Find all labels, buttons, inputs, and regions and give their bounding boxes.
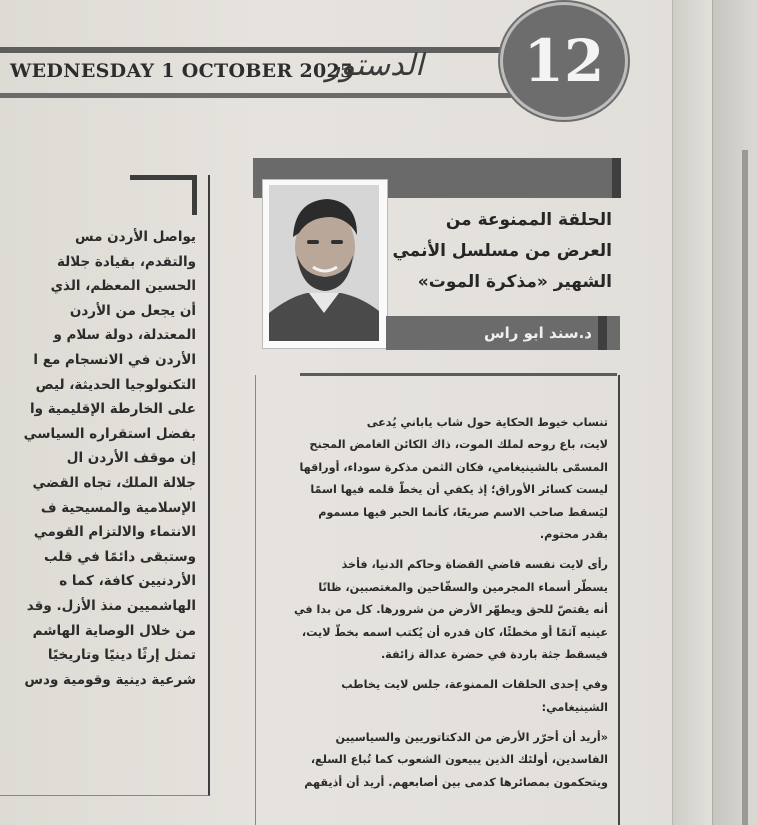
masthead-top-rule	[0, 47, 545, 53]
side-line: الهاشميين منذ الأزل. وقد	[26, 597, 196, 614]
article-body	[268, 412, 608, 794]
body-line: بقدر محتوم.	[539, 527, 608, 541]
side-line: والتقدم، بقيادة جلالة	[56, 253, 196, 270]
side-line: يواصل الأردن مس	[75, 229, 196, 245]
body-line: أنه يقتصّ للحق ويطهّر الأرض من شرورها. كل من بدا في	[293, 603, 608, 617]
body-line: يسطّر أسماء المجرمين والسفّاحين والمغتصبين، ظانًا	[318, 580, 608, 594]
side-line: بفضل استقراره السياسي	[23, 425, 196, 442]
body-line: ليَسقط صاحب الاسم صريعًا، كأنما الحبر فيها مسموم	[318, 505, 608, 519]
masthead-bottom-rule	[0, 93, 545, 98]
page-edge-back	[712, 0, 757, 825]
body-line: «أريد أن أحرّر الأرض من الدكتاتوريين والسياسيين	[335, 731, 608, 745]
issue-date: WEDNESDAY 1 OCTOBER 2025	[10, 60, 354, 82]
side-line: شرعية دينية وقومية ودس	[24, 671, 196, 688]
article-body-top-rule	[300, 373, 617, 376]
author-portrait-icon	[269, 185, 379, 341]
side-line: الأردن في الانسجام مع ا	[33, 351, 196, 368]
body-line: لايت، باع روحه لملك الموت، ذاك الكائن الغامض المجنح	[309, 438, 608, 452]
page-edge	[672, 0, 713, 825]
page-number-badge: 12	[500, 2, 628, 120]
author-bar-shadow	[598, 316, 607, 350]
newspaper-logo: الدستور	[326, 48, 424, 83]
body-line: ليست كسائر الأوراق؛ إذ يكفي أن يخطّ قلمه فيها اسمًا	[310, 483, 608, 497]
side-line: جلالة الملك، تجاه القضي	[32, 474, 196, 491]
title-line: العرض من مسلسل الأنمي	[392, 241, 612, 261]
article-title	[390, 205, 612, 298]
body-line: ويتحكمون بمصائرها كدمى بين أصابعهم. أريد أن أذيقهم	[304, 775, 608, 789]
author-photo	[269, 185, 379, 341]
side-article-corner	[130, 175, 196, 180]
body-line: الفاسدين، أولئك الذين يبيعون الشعوب كما تُباع السلع،	[310, 753, 608, 767]
article-header-shadow	[612, 158, 621, 198]
title-line: الحلقة الممنوعة من	[445, 210, 612, 230]
side-article-text	[0, 225, 196, 692]
side-line: إن موقف الأردن ال	[66, 450, 196, 467]
side-line: الأردنيين كافة، كما ه	[59, 573, 196, 590]
side-line: الإسلامية والمسيحية ف	[40, 499, 196, 516]
side-line: وستبقى دائمًا في قلب	[43, 548, 196, 565]
side-article-corner-vertical	[192, 175, 197, 215]
body-line: وفي إحدى الحلقات الممنوعة، جلس لايت يخاطب	[341, 678, 608, 692]
body-line: الشينيغامي:	[541, 700, 608, 714]
body-line: فيسقط جثة باردة في حضرة عدالة زائفة.	[380, 647, 608, 661]
title-line: الشهير «مذكرة الموت»	[417, 272, 612, 292]
side-line: تمثل إرثًا دينيًا وتاريخيًا	[47, 647, 196, 664]
side-line: الانتماء والالتزام القومي	[33, 524, 196, 541]
body-line: المسمّى بالشينيغامي، فكان الثمن مذكرة سوداء، أوراقها	[299, 460, 608, 474]
side-line: الحسين المعظم، الذي	[50, 278, 196, 295]
body-line: عينيه آثمًا أو مخطئًا، كان قدره أن يُكتب اسمه بخطّ لايت،	[301, 625, 608, 639]
side-line: من خلال الوصاية الهاشم	[32, 622, 196, 639]
side-line: التكنولوجيا الحديثة، ليص	[35, 376, 196, 393]
body-line: رأى لايت نفسه قاضي القضاة وحاكم الدنيا، فأخذ	[341, 558, 608, 572]
side-line: المعتدلة، دولة سلام و	[53, 327, 196, 344]
page-edge-shadow	[742, 150, 748, 825]
author-name: د.سند ابو راس	[483, 324, 592, 342]
side-line: أن يجعل من الأردن	[69, 302, 196, 319]
body-line: تنساب خيوط الحكاية حول شاب ياباني يُدعى	[366, 416, 608, 429]
side-line: على الخارطة الإقليمية وا	[30, 401, 196, 418]
